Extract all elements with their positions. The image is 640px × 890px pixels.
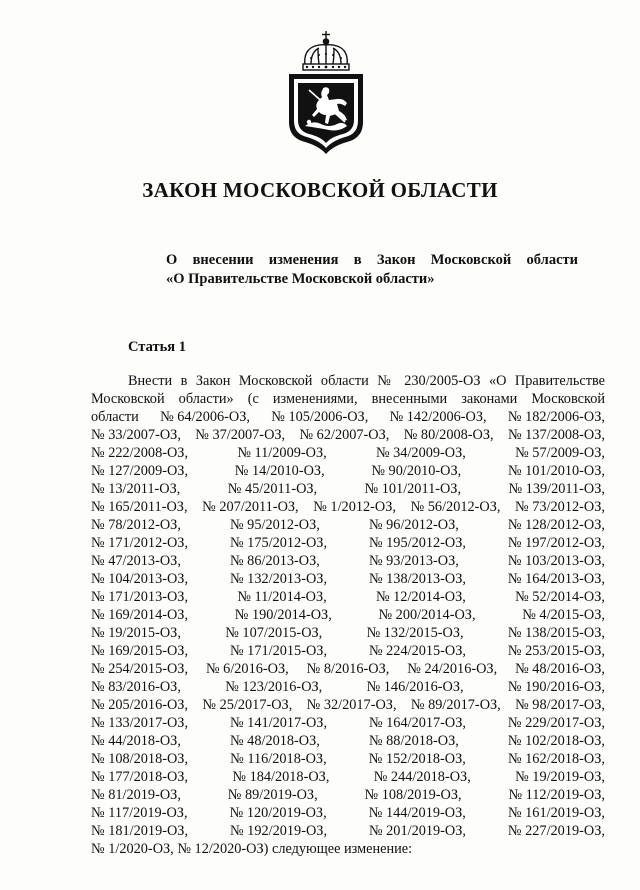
body-line	[91, 732, 605, 750]
body-line	[91, 606, 605, 624]
body-text-run: № 81/2019-ОЗ,	[91, 787, 181, 803]
body-text-run: № 184/2018-ОЗ,	[232, 769, 330, 785]
body-text-run: № 64/2006-ОЗ,	[160, 409, 250, 425]
body-text-run: № 152/2018-ОЗ,	[368, 751, 466, 767]
law-title: ЗАКОН МОСКОВСКОЙ ОБЛАСТИ	[142, 178, 498, 202]
body-text-run: № 104/2013-ОЗ,	[91, 571, 189, 587]
body-text-run: № 175/2012-ОЗ,	[229, 535, 328, 551]
body-text-run: № 89/2017-ОЗ,	[410, 697, 501, 713]
body-text-run: № 48/2016-ОЗ,	[515, 661, 605, 677]
body-line	[91, 678, 605, 696]
body-text-run: № 182/2006-ОЗ,	[507, 409, 605, 425]
body-text-run: № 222/2008-ОЗ,	[91, 445, 189, 461]
body-text-run: № 105/2006-ОЗ,	[271, 409, 369, 425]
body-line	[91, 534, 605, 552]
body-text-run: № 52/2014-ОЗ,	[515, 589, 605, 605]
body-text-run: области	[91, 409, 139, 425]
body-text-run: № 88/2018-ОЗ,	[368, 733, 459, 749]
body-text-run: № 1/2020-ОЗ, № 12/2020-ОЗ) следующее изменение:	[91, 841, 413, 857]
body-text-run: № 201/2019-ОЗ,	[368, 823, 466, 839]
body-text-run: № 56/2012-ОЗ,	[410, 499, 501, 515]
body-line	[91, 426, 605, 444]
body-text-run: № 101/2010-ОЗ,	[507, 463, 605, 479]
body-text-run: № 146/2016-ОЗ,	[366, 679, 464, 695]
body-line	[91, 462, 605, 480]
body-line	[91, 570, 605, 588]
law-subtitle-line-2: «О Правительстве Московской области»	[166, 271, 435, 287]
body-text-run: № 169/2014-ОЗ,	[91, 607, 189, 623]
law-subtitle	[166, 251, 578, 289]
body-text-run: № 103/2013-ОЗ,	[507, 553, 605, 569]
body-line	[91, 588, 605, 606]
body-text-run: № 169/2015-ОЗ,	[91, 643, 189, 659]
body-text-run: № 116/2018-ОЗ,	[230, 751, 327, 767]
body-text-run: № 197/2012-ОЗ,	[507, 535, 605, 551]
body-line	[91, 552, 605, 570]
body-text-run: № 48/2018-ОЗ,	[229, 733, 320, 749]
body-text-run: № 44/2018-ОЗ,	[91, 733, 181, 749]
body-text-run: № 83/2016-ОЗ,	[91, 679, 181, 695]
body-text-run: № 120/2019-ОЗ,	[229, 805, 327, 821]
body-text-run: № 253/2015-ОЗ,	[507, 643, 605, 659]
body-text-run: № 45/2011-ОЗ,	[227, 481, 318, 497]
body-line	[91, 516, 605, 534]
body-text-run: № 195/2012-ОЗ,	[368, 535, 466, 551]
body-text-run: № 98/2017-ОЗ,	[515, 697, 605, 713]
body-text-run: № 132/2015-ОЗ,	[366, 625, 464, 641]
body-text-run: № 14/2010-ОЗ,	[234, 463, 325, 479]
body-text-run: № 192/2019-ОЗ,	[229, 823, 328, 839]
body-line	[91, 498, 605, 516]
body-text-run: № 108/2019-ОЗ,	[364, 787, 462, 803]
body-line	[91, 840, 605, 858]
body-text-run: № 190/2016-ОЗ,	[507, 679, 605, 695]
body-text-run: № 25/2017-ОЗ,	[202, 697, 293, 713]
body-text-run: № 107/2015-ОЗ,	[225, 625, 323, 641]
body-line	[91, 660, 605, 678]
body-text-run: № 138/2015-ОЗ,	[507, 625, 605, 641]
body-text-run: № 254/2015-ОЗ,	[91, 661, 189, 677]
body-text-run: № 117/2019-ОЗ,	[91, 805, 188, 821]
body-text-run: № 13/2011-ОЗ,	[91, 481, 181, 497]
body-text-run: № 11/2009-ОЗ,	[237, 445, 327, 461]
body-text-run: № 19/2015-ОЗ,	[91, 625, 181, 641]
body-text-run: № 128/2012-ОЗ,	[507, 517, 605, 533]
body-text-run: № 181/2019-ОЗ,	[91, 823, 189, 839]
law-subtitle-line-1: О внесении изменения в Закон Московской области	[166, 252, 578, 268]
body-text-run: № 171/2015-ОЗ,	[229, 643, 328, 659]
body-text-run: № 127/2009-ОЗ,	[91, 463, 189, 479]
body-text-run: № 144/2019-ОЗ,	[368, 805, 466, 821]
body-text-run: № 89/2019-ОЗ,	[227, 787, 318, 803]
body-text-run: № 101/2011-ОЗ,	[364, 481, 462, 497]
body-text-run: № 164/2013-ОЗ,	[507, 571, 605, 587]
body-text-run: № 123/2016-ОЗ,	[225, 679, 323, 695]
article-heading: Статья 1	[128, 339, 186, 355]
body-text-run: № 6/2016-ОЗ,	[205, 661, 289, 677]
body-text-run: № 78/2012-ОЗ,	[91, 517, 181, 533]
body-text-run: № 137/2008-ОЗ,	[507, 427, 605, 443]
body-text-run: № 96/2012-ОЗ,	[368, 517, 459, 533]
body-text-run: № 62/2007-ОЗ,	[299, 427, 390, 443]
body-text-run: № 165/2011-ОЗ,	[91, 499, 188, 515]
body-line	[91, 768, 605, 786]
body-text-run: № 32/2017-ОЗ,	[306, 697, 397, 713]
body-text-run: № 1/2012-ОЗ,	[313, 499, 396, 515]
body-line	[91, 642, 605, 660]
body-line	[91, 822, 605, 840]
body-text-run: № 102/2018-ОЗ,	[507, 733, 605, 749]
body-line	[91, 750, 605, 768]
body-text-run: № 95/2012-ОЗ,	[229, 517, 320, 533]
body-line	[91, 804, 605, 822]
article-body	[91, 372, 605, 858]
body-text-run: Внести в Закон Московской области № 230/2005-ОЗ «О Правительстве	[128, 373, 605, 389]
body-text-run: № 37/2007-ОЗ,	[195, 427, 286, 443]
body-text-run: № 164/2017-ОЗ,	[368, 715, 466, 731]
body-text-run: № 112/2019-ОЗ,	[508, 787, 605, 803]
body-text-run: № 142/2006-ОЗ,	[389, 409, 487, 425]
body-text-run: № 133/2017-ОЗ,	[91, 715, 189, 731]
body-text-run: № 19/2019-ОЗ,	[515, 769, 605, 785]
body-text-run: № 229/2017-ОЗ,	[507, 715, 605, 731]
body-text-run: № 207/2011-ОЗ,	[202, 499, 299, 515]
body-text-run: № 80/2008-ОЗ,	[403, 427, 494, 443]
body-line	[91, 480, 605, 498]
body-text-run: № 57/2009-ОЗ,	[515, 445, 605, 461]
body-text-run: № 12/2014-ОЗ,	[375, 589, 466, 605]
moscow-oblast-coat-of-arms-icon	[285, 30, 367, 155]
body-text-run: № 90/2010-ОЗ,	[371, 463, 462, 479]
body-text-run: № 224/2015-ОЗ,	[368, 643, 466, 659]
body-text-run: Московской области» (с изменениями, внесенными законами Московской	[91, 391, 605, 407]
body-text-run: № 200/2014-ОЗ,	[378, 607, 476, 623]
body-text-run: № 138/2013-ОЗ,	[368, 571, 466, 587]
body-text-run: № 244/2018-ОЗ,	[373, 769, 471, 785]
body-text-run: № 4/2015-ОЗ,	[522, 607, 605, 623]
body-text-run: № 24/2016-ОЗ,	[407, 661, 498, 677]
body-text-run: № 227/2019-ОЗ,	[507, 823, 605, 839]
body-text-run: № 34/2009-ОЗ,	[375, 445, 466, 461]
body-line	[91, 390, 605, 408]
body-line	[91, 408, 605, 426]
body-line	[91, 696, 605, 714]
body-text-run: № 33/2007-ОЗ,	[91, 427, 181, 443]
body-line	[91, 624, 605, 642]
body-text-run: № 11/2014-ОЗ,	[237, 589, 327, 605]
body-text-run: № 141/2017-ОЗ,	[229, 715, 328, 731]
body-text-run: № 139/2011-ОЗ,	[508, 481, 605, 497]
body-text-run: № 177/2018-ОЗ,	[91, 769, 189, 785]
body-line	[91, 372, 605, 390]
body-text-run: № 132/2013-ОЗ,	[229, 571, 328, 587]
body-text-run: № 93/2013-ОЗ,	[368, 553, 459, 569]
body-line	[91, 786, 605, 804]
body-text-run: № 108/2018-ОЗ,	[91, 751, 189, 767]
body-text-run: № 8/2016-ОЗ,	[306, 661, 390, 677]
body-text-run: № 171/2012-ОЗ,	[91, 535, 189, 551]
body-line	[91, 444, 605, 462]
body-text-run: № 86/2013-ОЗ,	[229, 553, 320, 569]
body-text-run: № 73/2012-ОЗ,	[515, 499, 605, 515]
body-text-run: № 171/2013-ОЗ,	[91, 589, 189, 605]
body-line	[91, 714, 605, 732]
body-text-run: № 47/2013-ОЗ,	[91, 553, 181, 569]
body-text-run: № 205/2016-ОЗ,	[91, 697, 189, 713]
body-text-run: № 190/2014-ОЗ,	[234, 607, 332, 623]
body-text-run: № 161/2019-ОЗ,	[507, 805, 605, 821]
body-text-run: № 162/2018-ОЗ,	[507, 751, 605, 767]
